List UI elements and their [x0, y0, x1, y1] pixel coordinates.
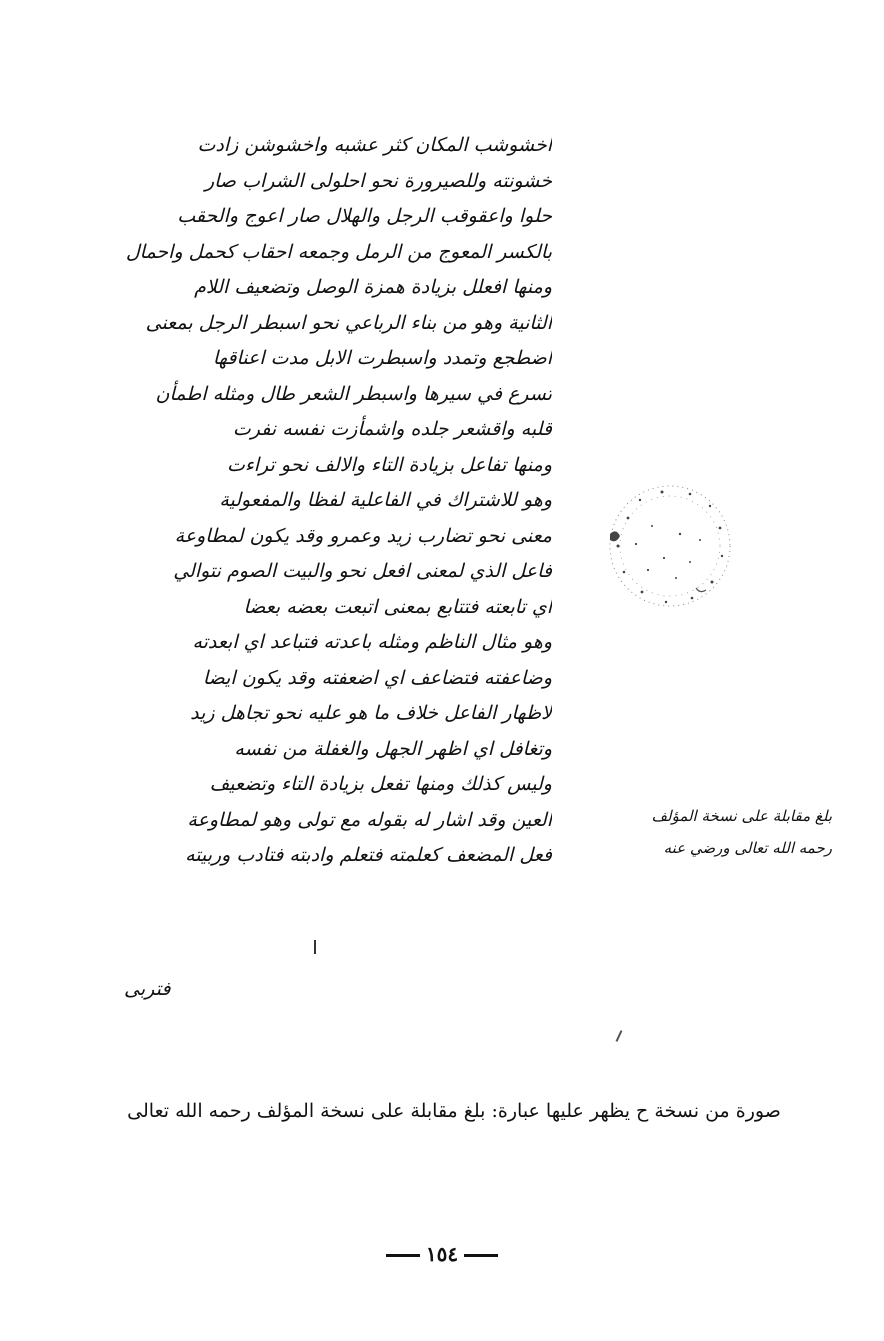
- manuscript-line: الثانية وهو من بناء الرباعي نحو اسبطر الرجل بمعنى: [145, 311, 552, 334]
- manuscript-line: قلبه واقشعر جلده واشمأزت نفسه نفرت: [232, 418, 552, 440]
- manuscript-line: وتغافل اي اظهر الجهل والغفلة من نفسه: [234, 737, 552, 760]
- manuscript-line: اضطجع وتمدد واسبطرت الابل مدت اعناقها: [212, 347, 552, 369]
- manuscript-line: خشونته وللصيرورة نحو احلولى الشراب صار: [204, 169, 552, 192]
- manuscript-line: وهو مثال الناظم ومثله باعدته فتباعد اي ابعدته: [192, 631, 552, 653]
- manuscript-line: العين وقد اشار له بقوله مع تولى وهو لمطاوعة: [187, 808, 552, 831]
- manuscript-line: وضاعفته فتضاعف اي اضعفته وقد يكون ايضا: [202, 666, 552, 689]
- seal-stamp-icon: [600, 478, 740, 614]
- manuscript-line: اخشوشب المكان كثر عشبه واخشوشن زادت: [197, 134, 552, 156]
- manuscript-line: تسرع في سيرها واسبطر الشعر طال ومثله اطمأن: [155, 382, 552, 405]
- ink-mark: [616, 1030, 623, 1042]
- manuscript-line: وهو للاشتراك في الفاعلية لفظا والمفعولية: [219, 489, 552, 511]
- manuscript-line: معنى نحو تضارب زيد وعمرو وقد يكون لمطاوعة: [174, 524, 552, 547]
- manuscript-line: بالكسر المعوج من الرمل وجمعه احقاب كحمل واحمال: [125, 240, 552, 263]
- manuscript-line: فعل المضعف كعلمته فتعلم وادبته فتادب وربيته: [185, 844, 552, 866]
- ink-mark: [314, 940, 316, 954]
- manuscript-line: فاعل الذي لمعنى افعل نحو والبيت الصوم نتوالي: [173, 560, 552, 582]
- dash-decoration: [386, 1254, 420, 1257]
- manuscript-line: ومنها تفاعل بزيادة التاء والالف نحو تراءت: [226, 453, 552, 476]
- margin-note-line: بلغ مقابلة على نسخة المؤلف: [651, 807, 832, 825]
- manuscript-line: لاظهار الفاعل خلاف ما هو عليه نحو تجاهل زيد: [190, 702, 552, 724]
- margin-note: [588, 800, 832, 864]
- catchword: فتربى: [124, 978, 171, 1000]
- page-number-text: ١٥٤: [425, 1242, 459, 1266]
- manuscript-line: وليس كذلك ومنها تفعل بزيادة التاء وتضعيف: [209, 773, 552, 795]
- dash-decoration: [464, 1254, 498, 1257]
- page-number: [0, 1242, 884, 1266]
- manuscript-line: حلوا واعقوقب الرجل والهلال صار اعوج والحقب: [177, 205, 552, 227]
- manuscript-line: اي تابعته فتتابع بمعنى اتبعت بعضه بعضا: [243, 595, 552, 618]
- manuscript-line: ومنها افعلل بزيادة همزة الوصل وتضعيف اللام: [194, 276, 552, 298]
- manuscript-text: [92, 128, 552, 874]
- margin-note-line: رحمه الله تعالى ورضي عنه: [663, 839, 832, 857]
- image-caption: صورة من نسخة ح يظهر عليها عبارة: بلغ مقابلة على نسخة المؤلف رحمه الله تعالى: [127, 1100, 781, 1122]
